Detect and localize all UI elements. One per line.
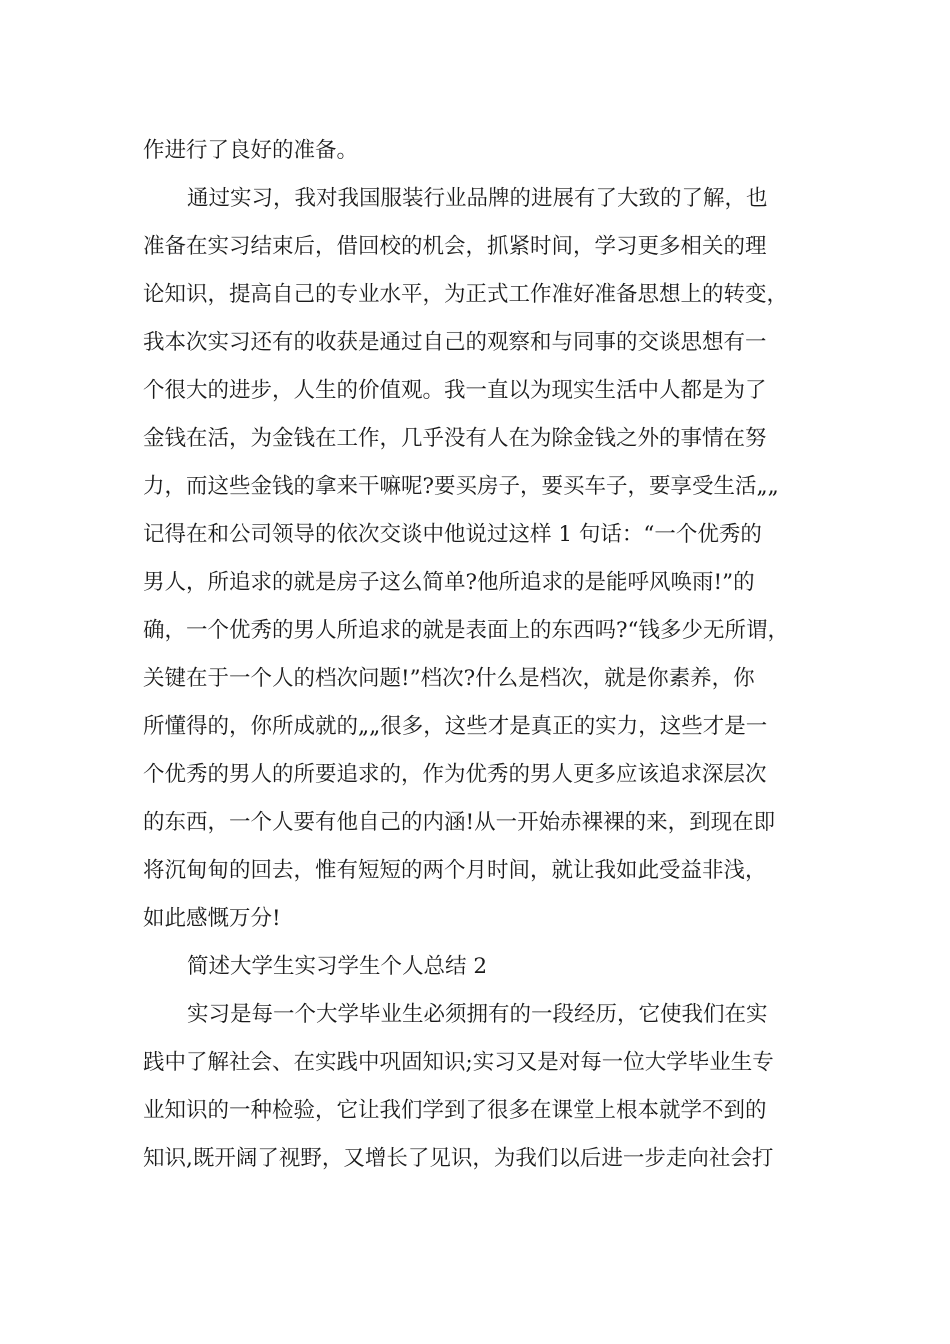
- text-line: 作进行了良好的准备。: [143, 138, 359, 163]
- paragraph-first-line: 通过实习，我对我国服装行业品牌的进展有了大致的了解，也: [187, 186, 768, 211]
- text-line: 关键在于一个人的档次问题!”档次?什么是档次，就是你素养，你: [143, 666, 755, 691]
- text-line: 论知识，提高自己的专业水平，为正式工作准好准备思想上的转变，: [143, 282, 789, 307]
- paragraph-first-line: 实习是每一个大学毕业生必须拥有的一段经历，它使我们在实: [187, 1002, 768, 1027]
- text-line: 金钱在活，为金钱在工作，几乎没有人在为除金钱之外的事情在努: [143, 426, 767, 451]
- text-line: 我本次实习还有的收获是通过自己的观察和与同事的交谈思想有一: [143, 330, 767, 355]
- text-line: 的东西，一个人要有他自己的内涵!从一开始赤裸裸的来，到现在即: [143, 810, 776, 835]
- text-line: 将沉甸甸的回去，惟有短短的两个月时间，就让我如此受益非浅，: [143, 858, 767, 883]
- text-line: 力，而这些金钱的拿来干嘛呢?要买房子，要买车子，要享受生活„„: [143, 474, 779, 499]
- text-line: 所懂得的，你所成就的„„很多，这些才是真正的实力，这些才是一: [143, 714, 768, 739]
- text-line: 个优秀的男人的所要追求的，作为优秀的男人更多应该追求深层次: [143, 762, 767, 787]
- text-line: 业知识的一种检验，它让我们学到了很多在课堂上根本就学不到的: [143, 1098, 767, 1123]
- text-line: 准备在实习结束后，借回校的机会，抓紧时间，学习更多相关的理: [143, 234, 767, 259]
- text-line: 男人，所追求的就是房子这么简单?他所追求的是能呼风唤雨!”的: [143, 570, 755, 595]
- text-line: 确，一个优秀的男人所追求的就是表面上的东西吗?“钱多少无所谓，: [143, 618, 790, 643]
- text-line: 如此感慨万分!: [143, 906, 281, 931]
- document-page: [143, 127, 808, 1183]
- section-heading: 简述大学生实习学生个人总结 2: [187, 954, 488, 979]
- text-line: 记得在和公司领导的依次交谈中他说过这样 1 句话：“一个优秀的: [143, 522, 762, 547]
- text-line: 个很大的进步，人生的价值观。我一直以为现实生活中人都是为了: [143, 378, 767, 403]
- text-line: 知识,既开阔了视野，又增长了见识，为我们以后进一步走向社会打: [143, 1146, 774, 1171]
- text-line: 践中了解社会、在实践中巩固知识;实习又是对每一位大学毕业生专: [143, 1050, 774, 1075]
